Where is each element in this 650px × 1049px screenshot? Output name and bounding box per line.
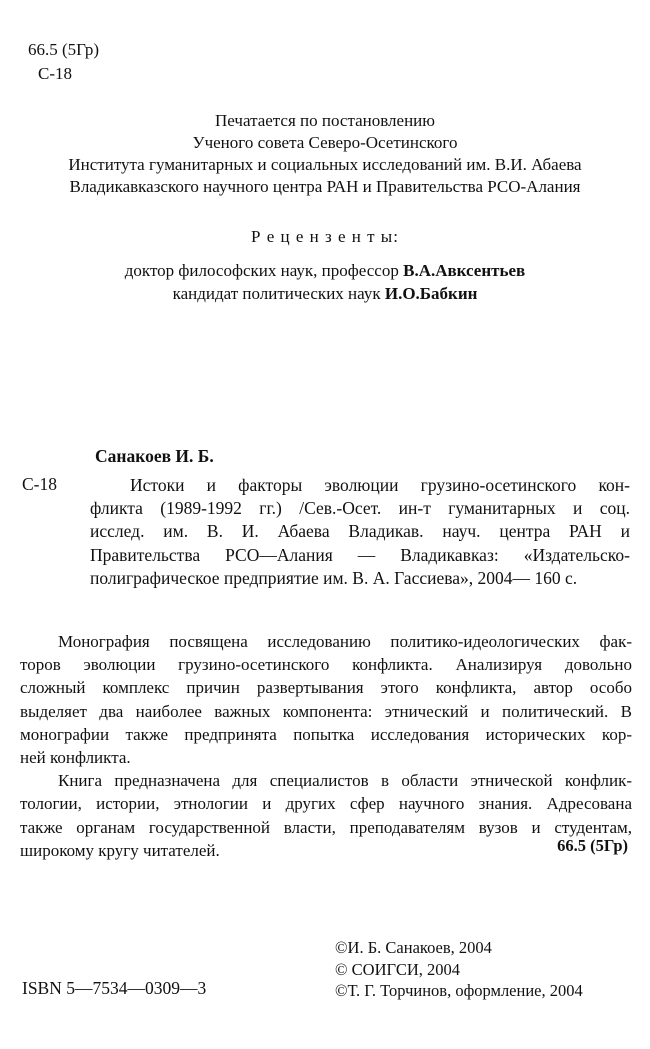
imprint-line: Печатается по постановлению	[215, 111, 435, 130]
annotation-line: ней конфликта.	[20, 748, 131, 768]
imprint-line: Владикавказского научного центра РАН и Правительства РСО-Алания	[69, 177, 581, 196]
copyright-line: © СОИГСИ, 2004	[335, 959, 460, 979]
annotation-block	[20, 630, 632, 862]
biblio-line: фликта (1989-1992 гг.) /Сев.-Осет. ин-т гуманитарных и соц.	[90, 498, 630, 519]
udc-number: 66.5 (5Гр)	[28, 40, 100, 59]
bibliographic-description	[90, 474, 630, 590]
reviewer-line	[0, 259, 650, 282]
reviewers-list	[0, 259, 650, 305]
udc-classification-block	[28, 38, 99, 86]
annotation-line: торов эволюции грузино-осетинского конфликта. Анализируя довольно	[20, 655, 632, 675]
copyright-line: ©И. Б. Санакоев, 2004	[335, 938, 492, 957]
annotation-line: Книга предназначена для специалистов в области этнической конфлик-	[58, 771, 632, 791]
imprint-statement	[0, 110, 650, 198]
annotation-line: тологии, истории, этнологии и других сфер научного знания. Адресована	[20, 794, 632, 814]
reviewers-heading: Р е ц е н з е н т ы:	[251, 227, 399, 246]
imprint-line: Ученого совета Северо-Осетинского	[192, 133, 458, 152]
annotation-line: Монография посвящена исследованию политико-идеологических фак-	[58, 632, 632, 651]
udc-number-bottom: 66.5 (5Гр)	[557, 836, 628, 855]
reviewer-line	[0, 282, 650, 305]
biblio-line: Правительства РСО—Алания — Владикавказ: «Издательско-	[90, 544, 630, 565]
reviewer-name: В.А.Авксентьев	[403, 261, 526, 280]
biblio-line: полиграфическое предприятие им. В. А. Гассиева», 2004— 160 с.	[90, 567, 578, 588]
annotation-line: монографии также предпринята попытка исследования исторических кор-	[20, 724, 632, 744]
author-sign-code: С-18	[38, 64, 72, 83]
annotation-line: широкому кругу читателей.	[20, 840, 220, 860]
annotation-line: сложный комплекс причин развертывания этого конфликта, автор особо	[20, 678, 632, 698]
author-sign-code-repeat: С-18	[22, 474, 57, 494]
reviewer-title: кандидат политических наук	[172, 284, 385, 303]
annotation-line: выделяет два наиболее важных компонента: этнический и политический. В	[20, 701, 632, 721]
annotation-line: также органам государственной власти, преподавателям вузов и студентам,	[20, 817, 632, 837]
book-author: Санакоев И. Б.	[95, 446, 214, 466]
reviewer-title: доктор философских наук, профессор	[124, 261, 404, 280]
biblio-line: Истоки и факторы эволюции грузино-осетинского кон-	[130, 475, 630, 495]
biblio-line: исслед. им. В. И. Абаева Владикав. науч. центра РАН и	[90, 521, 630, 542]
copyright-line: ©Т. Г. Торчинов, оформление, 2004	[335, 981, 583, 1000]
reviewer-name: И.О.Бабкин	[384, 284, 478, 303]
isbn: ISBN 5—7534—0309—3	[22, 978, 207, 998]
copyright-block	[335, 937, 583, 1002]
imprint-line: Института гуманитарных и социальных исследований им. В.И. Абаева	[68, 155, 582, 174]
